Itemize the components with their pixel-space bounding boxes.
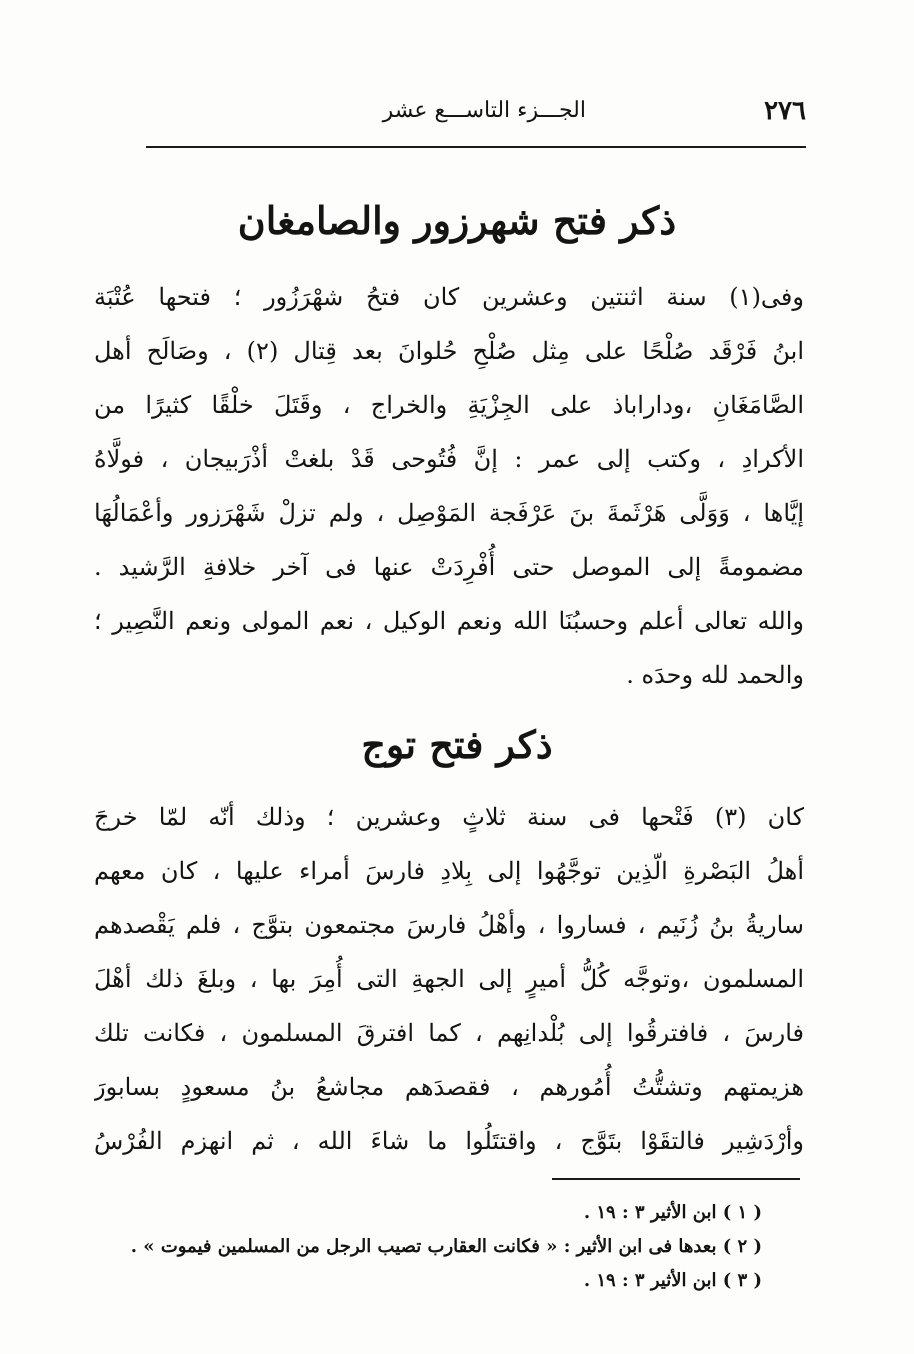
footnote-2: ( ٢ ) بعدها فى ابن الأثير : « فكانت العقارب تصيب الرجل من المسلمين فيموت » . bbox=[130, 1236, 762, 1257]
text-line: هزيمتهم وتشتُّتُ أُمُورهم ، فقصدَهم مجاشعُ بنُ مسعودٍ بسابورَ bbox=[94, 1073, 804, 1101]
text-line: وأرْدَشِير فالتقَوْا بتَوَّج ، واقتتَلُوا ما شاءَ الله ، ثم انهزم الفُرْسُ bbox=[94, 1127, 804, 1155]
footnotes bbox=[130, 1196, 762, 1298]
footnote-rule bbox=[552, 1178, 800, 1180]
text-line: والله تعالى أعلم وحسبُنَا الله ونعم الوكيل ، نعم المولى ونعم النَّصِير ؛ bbox=[94, 607, 804, 635]
text-line: كان (٣) فَتْحها فى سنة ثلاثٍ وعشرين ؛ وذلك أنّه لمّا خرجَ bbox=[94, 803, 804, 831]
text-line: فارسَ ، فافترقُوا إلى بُلْدانِهم ، كما افترقَ المسلمون ، فكانت تلك bbox=[94, 1019, 804, 1047]
section-body-tawwaj bbox=[94, 790, 804, 1168]
text-line: مضمومةً إلى الموصل حتى أُفْرِدَتْ عنها فى آخر خلافةِ الرَّشيد . bbox=[94, 553, 804, 581]
text-line: ابنُ فَرْقَد صُلْحًا على مِثل صُلْحِ حُلوانَ بعد قِتال (٢) ، وصَالَح أهل bbox=[94, 337, 804, 365]
text-line: الصَّامَغَانِ ،وداراباذ على الجِزْيَةِ والخراج ، وقَتَلَ خلْقًا كثيرًا من bbox=[94, 391, 804, 419]
footnote-1: ( ١ ) ابن الأثير ٣ : ١٩ . bbox=[583, 1202, 762, 1223]
section-body-shahrazur bbox=[94, 270, 804, 702]
text-line: إيَّاها ، وَوَلَّى هَرْثَمةَ بنَ عَرْفَجة المَوْصِل ، ولم تزلْ شَهْرَزور وأعْمَالُهَا bbox=[94, 499, 804, 527]
section-title-tawwaj: ذكر فتح توج bbox=[361, 722, 553, 767]
page-number: ٢٧٦ bbox=[764, 96, 806, 126]
text-line: الأكرادِ ، وكتب إلى عمر : إنَّ فُتُوحى قَدْ بلغتْ أذْرَبيجان ، فولَّاهُ bbox=[94, 445, 804, 473]
running-title: الجـــزء التاســـع عشر bbox=[382, 98, 586, 123]
page-header bbox=[146, 96, 806, 136]
text-line: والحمد لله وحدَه . bbox=[626, 661, 804, 689]
footnote-3: ( ٣ ) ابن الأثير ٣ : ١٩ . bbox=[583, 1270, 762, 1291]
text-line: المسلمون ،وتوجَّه كُلُّ أميرٍ إلى الجهةِ التى أُمِرَ بها ، وبلغَ ذلك أهْلَ bbox=[94, 965, 804, 993]
text-line: ساريةُ بنُ زُنَيم ، فساروا ، وأهْلُ فارسَ مجتمعون بتوَّج ، فلم يَقْصدهم bbox=[94, 911, 804, 939]
section-title-shahrazur: ذكر فتح شهرزور والصامغان bbox=[237, 198, 677, 243]
text-line: أهلُ البَصْرةِ الّذِين توجَّهُوا إلى بِلادِ فارسَ أمراء عليها ، كان معهم bbox=[94, 857, 804, 885]
header-rule bbox=[146, 146, 806, 148]
text-line: وفى(١) سنة اثنتين وعشرين كان فتحُ شهْرَزُور ؛ فتحها عُتْبَة bbox=[94, 283, 804, 311]
